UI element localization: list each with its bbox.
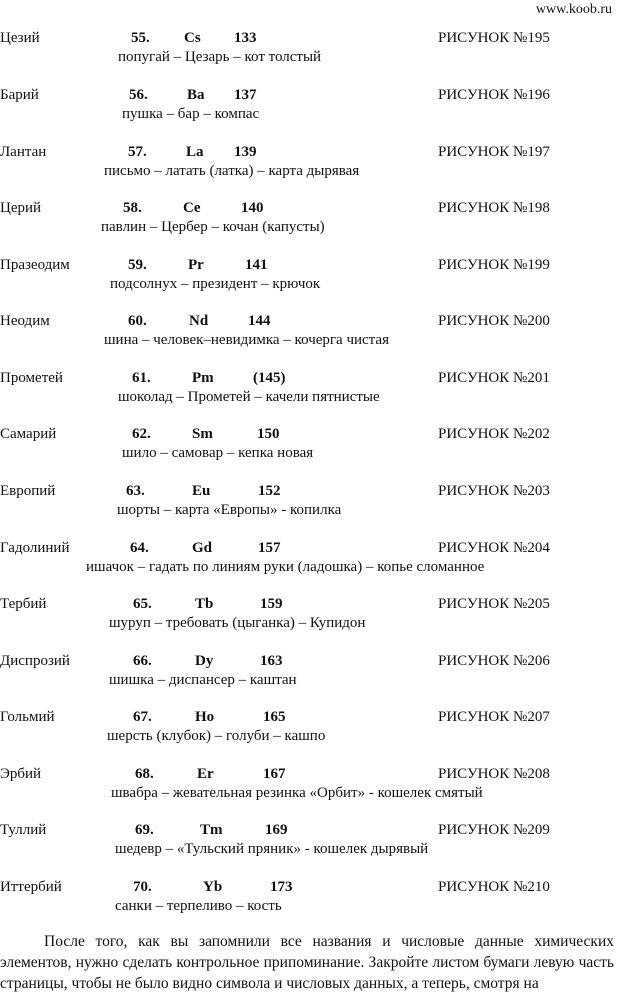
element-symbol: Sm xyxy=(192,426,213,442)
body-paragraph: После того, как вы запомнили все названия и числовые данные химических элементов, нужно сделать контрольное припоминание. Закройте листом бумаги левую часть страницы, чтобы не было видно символа и числовых данных, а теперь, смотря на xyxy=(0,933,614,992)
element-symbol: Dy xyxy=(195,653,214,669)
mnemonic-text: шило – самовар – кепка новая xyxy=(122,445,314,461)
element-name: Самарий xyxy=(0,426,57,442)
mnemonic-text: шоколад – Прометей – качели пятнистые xyxy=(118,389,380,405)
mnemonic-text: пушка – бар – компас xyxy=(122,106,260,122)
atomic-number: 67. xyxy=(133,709,152,725)
element-entry xyxy=(0,540,620,596)
element-symbol: La xyxy=(186,144,204,160)
element-name: Гольмий xyxy=(0,709,55,725)
atomic-mass: 140 xyxy=(241,200,264,216)
element-symbol: Yb xyxy=(203,879,223,895)
figure-reference: РИСУНОК №210 xyxy=(438,879,550,895)
element-name: Иттербий xyxy=(0,879,62,895)
figure-reference: РИСУНОК №208 xyxy=(438,766,550,782)
element-symbol: Ba xyxy=(187,87,205,103)
figure-reference: РИСУНОК №200 xyxy=(438,313,550,329)
figure-reference: РИСУНОК №203 xyxy=(438,483,550,499)
figure-reference: РИСУНОК №202 xyxy=(438,426,550,442)
atomic-number: 62. xyxy=(132,426,151,442)
atomic-mass: 139 xyxy=(234,144,257,160)
element-name: Гадолиний xyxy=(0,540,70,556)
figure-reference: РИСУНОК №195 xyxy=(438,30,550,46)
atomic-mass: 169 xyxy=(265,822,288,838)
atomic-number: 60. xyxy=(128,313,147,329)
atomic-mass: 141 xyxy=(245,257,268,273)
element-entry xyxy=(0,426,620,482)
atomic-number: 69. xyxy=(135,822,154,838)
figure-reference: РИСУНОК №204 xyxy=(438,540,550,556)
atomic-mass: 173 xyxy=(270,879,293,895)
element-symbol: Nd xyxy=(189,313,209,329)
element-symbol: Cs xyxy=(184,30,201,46)
element-entry xyxy=(0,653,620,709)
atomic-number: 64. xyxy=(130,540,149,556)
mnemonic-text: павлин – Цербер – кочан (капусты) xyxy=(101,219,325,235)
element-symbol: Pr xyxy=(188,257,204,273)
figure-reference: РИСУНОК №199 xyxy=(438,257,550,273)
element-name: Прометей xyxy=(0,370,63,386)
element-symbol: Pm xyxy=(192,370,214,386)
atomic-number: 58. xyxy=(123,200,142,216)
mnemonic-text: шишка – диспансер – каштан xyxy=(109,672,297,688)
element-entry xyxy=(0,87,620,143)
atomic-mass: 157 xyxy=(258,540,281,556)
atomic-mass: 137 xyxy=(234,87,257,103)
atomic-number: 66. xyxy=(133,653,152,669)
element-entry xyxy=(0,596,620,652)
element-entry xyxy=(0,200,620,256)
element-name: Тербий xyxy=(0,596,47,612)
figure-reference: РИСУНОК №209 xyxy=(438,822,550,838)
element-name: Цезий xyxy=(0,30,40,46)
element-name: Лантан xyxy=(0,144,47,160)
atomic-mass: 150 xyxy=(257,426,280,442)
mnemonic-text: попугай – Цезарь – кот толстый xyxy=(118,49,322,65)
atomic-mass: 167 xyxy=(263,766,286,782)
element-symbol: Gd xyxy=(192,540,213,556)
element-entry xyxy=(0,709,620,765)
element-symbol: Tm xyxy=(200,822,223,838)
element-entry xyxy=(0,766,620,822)
element-entry xyxy=(0,257,620,313)
element-name: Туллий xyxy=(0,822,47,838)
mnemonic-text: шорты – карта «Европы» - копилка xyxy=(117,502,342,518)
mnemonic-text: швабра – жевательная резинка «Орбит» - кошелек смятый xyxy=(111,785,483,801)
element-symbol: Ce xyxy=(183,200,201,216)
atomic-mass: 144 xyxy=(248,313,271,329)
atomic-number: 57. xyxy=(128,144,147,160)
mnemonic-text: шерсть (клубок) – голуби – кашпо xyxy=(107,728,326,744)
figure-reference: РИСУНОК №205 xyxy=(438,596,550,612)
mnemonic-text: письмо – латать (латка) – карта дырявая xyxy=(104,163,360,179)
element-entry xyxy=(0,879,620,935)
mnemonic-text: шуруп – требовать (цыганка) – Купидон xyxy=(109,615,366,631)
figure-reference: РИСУНОК №198 xyxy=(438,200,550,216)
element-name: Неодим xyxy=(0,313,50,329)
mnemonic-text: санки – терпеливо – кость xyxy=(115,898,282,914)
element-symbol: Eu xyxy=(192,483,211,499)
figure-reference: РИСУНОК №206 xyxy=(438,653,550,669)
site-url[interactable]: www.koob.ru xyxy=(535,2,612,17)
element-entry xyxy=(0,822,620,878)
atomic-mass: 133 xyxy=(234,30,257,46)
element-entry xyxy=(0,370,620,426)
mnemonic-text: шина – человек–невидимка – кочерга чистая xyxy=(104,332,389,348)
element-entry xyxy=(0,30,620,86)
figure-reference: РИСУНОК №201 xyxy=(438,370,550,386)
element-name: Церий xyxy=(0,200,42,216)
element-name: Европий xyxy=(0,483,56,499)
mnemonic-text: шедевр – «Тульский пряник» - кошелек дырявый xyxy=(115,841,429,857)
element-name: Барий xyxy=(0,87,39,103)
element-entry xyxy=(0,483,620,539)
element-symbol: Er xyxy=(197,766,214,782)
element-name: Диспрозий xyxy=(0,653,70,669)
mnemonic-text: ишачок – гадать по линиям руки (ладошка) – копье сломанное xyxy=(86,559,485,575)
atomic-mass: 165 xyxy=(263,709,286,725)
element-name: Эрбий xyxy=(0,766,42,782)
atomic-number: 61. xyxy=(132,370,151,386)
element-entry xyxy=(0,144,620,200)
atomic-mass: 152 xyxy=(258,483,281,499)
atomic-number: 59. xyxy=(128,257,147,273)
element-name: Празеодим xyxy=(0,257,70,273)
atomic-mass: 163 xyxy=(260,653,283,669)
figure-reference: РИСУНОК №196 xyxy=(438,87,550,103)
atomic-number: 70. xyxy=(133,879,152,895)
figure-reference: РИСУНОК №197 xyxy=(438,144,550,160)
atomic-mass: 159 xyxy=(260,596,283,612)
atomic-number: 65. xyxy=(133,596,152,612)
element-entry xyxy=(0,313,620,369)
element-symbol: Ho xyxy=(195,709,215,725)
atomic-number: 56. xyxy=(129,87,148,103)
atomic-number: 68. xyxy=(135,766,154,782)
element-symbol: Tb xyxy=(195,596,214,612)
figure-reference: РИСУНОК №207 xyxy=(438,709,550,725)
mnemonic-text: подсолнух – президент – крючок xyxy=(110,276,321,292)
atomic-mass: (145) xyxy=(253,370,286,386)
atomic-number: 55. xyxy=(131,30,150,46)
atomic-number: 63. xyxy=(126,483,145,499)
